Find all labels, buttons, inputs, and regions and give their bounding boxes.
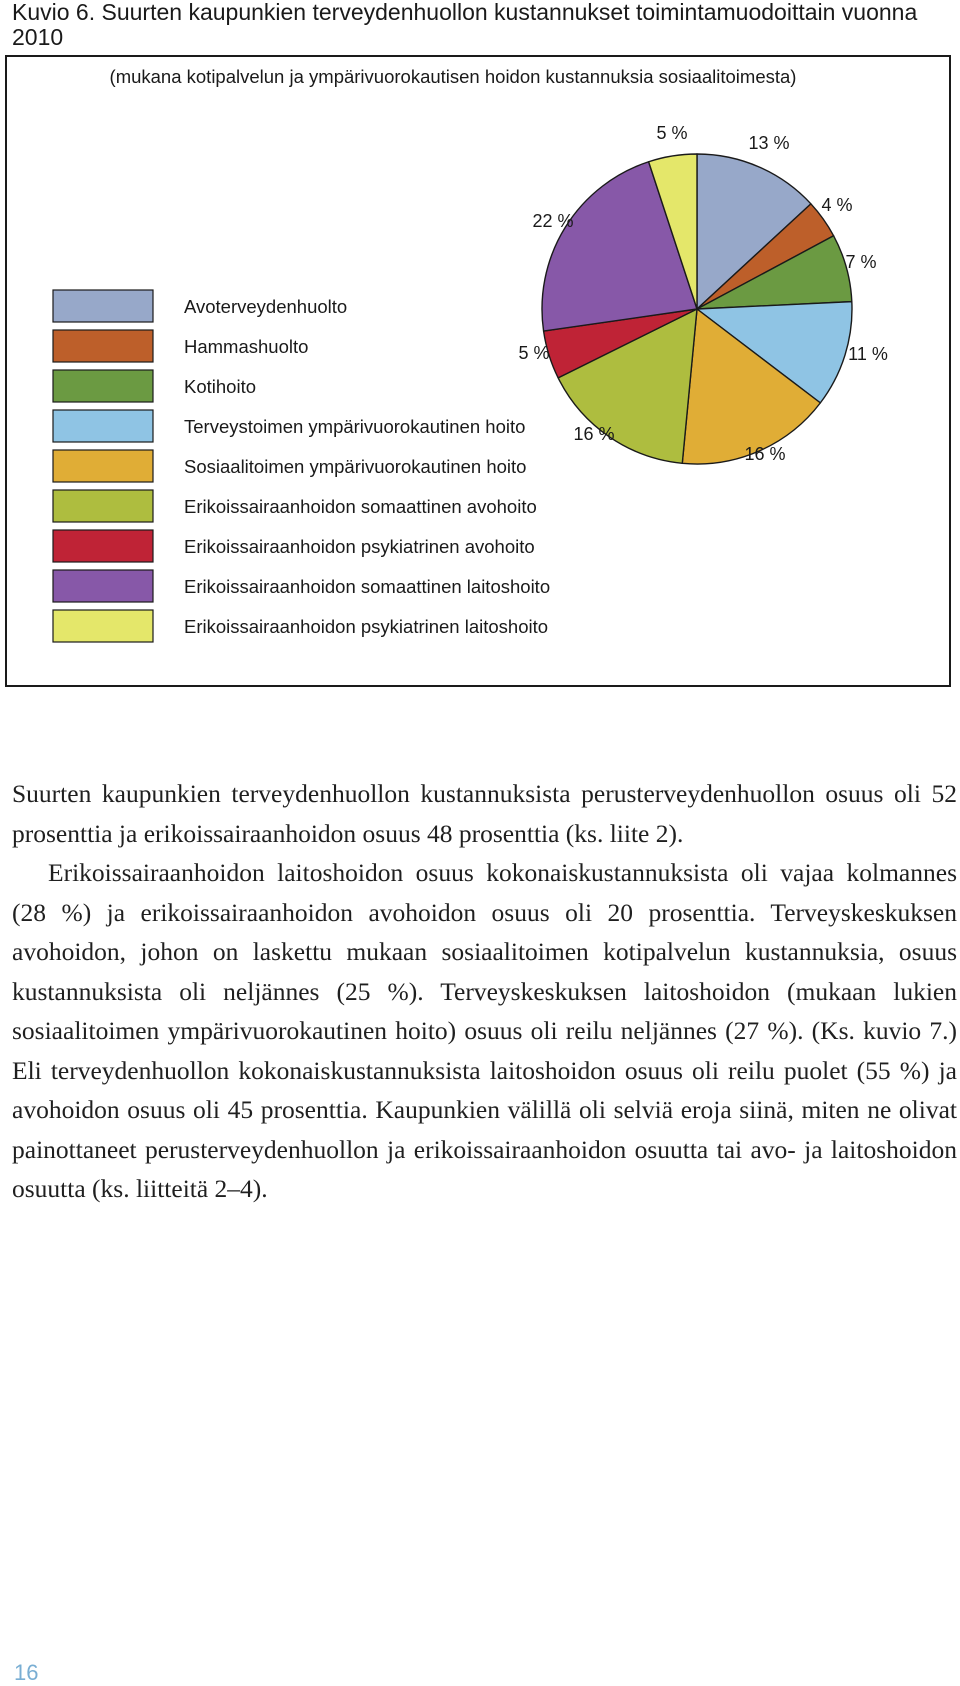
slice-label: 7 % (845, 252, 877, 272)
legend-label: Sosiaalitoimen ympärivuorokautinen hoito (184, 456, 527, 477)
page-number: 16 (14, 1660, 39, 1685)
legend-label: Erikoissairaanhoidon psykiatrinen laitoshoito (184, 616, 549, 637)
chart-subtitle: (mukana kotipalvelun ja ympärivuorokautisen hoidon kustannuksia sosiaalitoimesta) (109, 66, 797, 87)
legend-swatch (53, 450, 153, 482)
legend-swatch (53, 370, 153, 402)
slice-label: 22 % (532, 211, 574, 231)
chart-legend (53, 290, 550, 642)
legend-swatch (53, 490, 153, 522)
pie-chart (7, 57, 949, 685)
slice-label: 11 % (848, 344, 888, 364)
legend-label: Erikoissairaanhoidon somaattinen avohoito (184, 496, 537, 517)
paragraph-1: Suurten kaupunkien terveydenhuollon kustannuksista perusterveydenhuollon osuus oli 52 prosenttia ja erikoissairaanhoidon osuus 48 prosenttia (ks. liite 2). (12, 779, 957, 848)
legend-label: Erikoissairaanhoidon somaattinen laitoshoito (184, 576, 551, 597)
slice-label: 5 % (518, 343, 550, 363)
legend-label: Hammashuolto (184, 336, 309, 357)
legend-label: Avoterveydenhuolto (184, 296, 348, 317)
body-text (12, 774, 957, 1209)
legend-swatch (53, 330, 153, 362)
legend-swatch (53, 410, 153, 442)
chart-frame (5, 55, 951, 687)
slice-label: 5 % (656, 123, 688, 143)
slice-label: 13 % (748, 133, 790, 153)
legend-label: Kotihoito (184, 376, 256, 397)
slice-label: 16 % (744, 444, 786, 464)
legend-swatch (53, 530, 153, 562)
pie-slices (542, 154, 852, 464)
legend-label: Erikoissairaanhoidon psykiatrinen avohoito (184, 536, 535, 557)
slice-label: 4 % (821, 195, 853, 215)
legend-swatch (53, 570, 153, 602)
figure-title: Kuvio 6. Suurten kaupunkien terveydenhuollon kustannukset toimintamuodoittain vuonna 2010 (12, 0, 918, 50)
legend-swatch (53, 290, 153, 322)
legend-swatch (53, 610, 153, 642)
paragraph-2: Erikoissairaanhoidon laitoshoidon osuus kokonaiskustannuksista oli vajaa kolmannes (28 %) ja erikoissairaanhoidon avohoidon osuus oli 20 prosenttia. Terveyskeskuksen avohoidon, johon on laskettu mukaan sosiaalitoimen kotipalvelun kustannuksia, osuus kustannuksista oli neljännes (25 %). Terveyskeskuksen laitoshoidon (mukaan lukien sosiaalitoimen ympärivuorokautinen hoito) osuus oli reilu neljännes (27 %). (Ks. kuvio 7.) Eli terveydenhuollon kokonaiskustannuksista laitoshoidon osuus oli reilu puolet (55 %) ja avohoidon osuus oli 45 prosenttia. Kaupunkien välillä oli selviä eroja siinä, miten ne olivat painottaneet perusterveydenhuollon ja erikoissairaanhoidon osuutta tai avo- ja laitoshoidon osuutta (ks. liitteitä 2–4). (12, 858, 957, 1203)
legend-label: Terveystoimen ympärivuorokautinen hoito (184, 416, 526, 437)
slice-label: 16 % (573, 424, 615, 444)
